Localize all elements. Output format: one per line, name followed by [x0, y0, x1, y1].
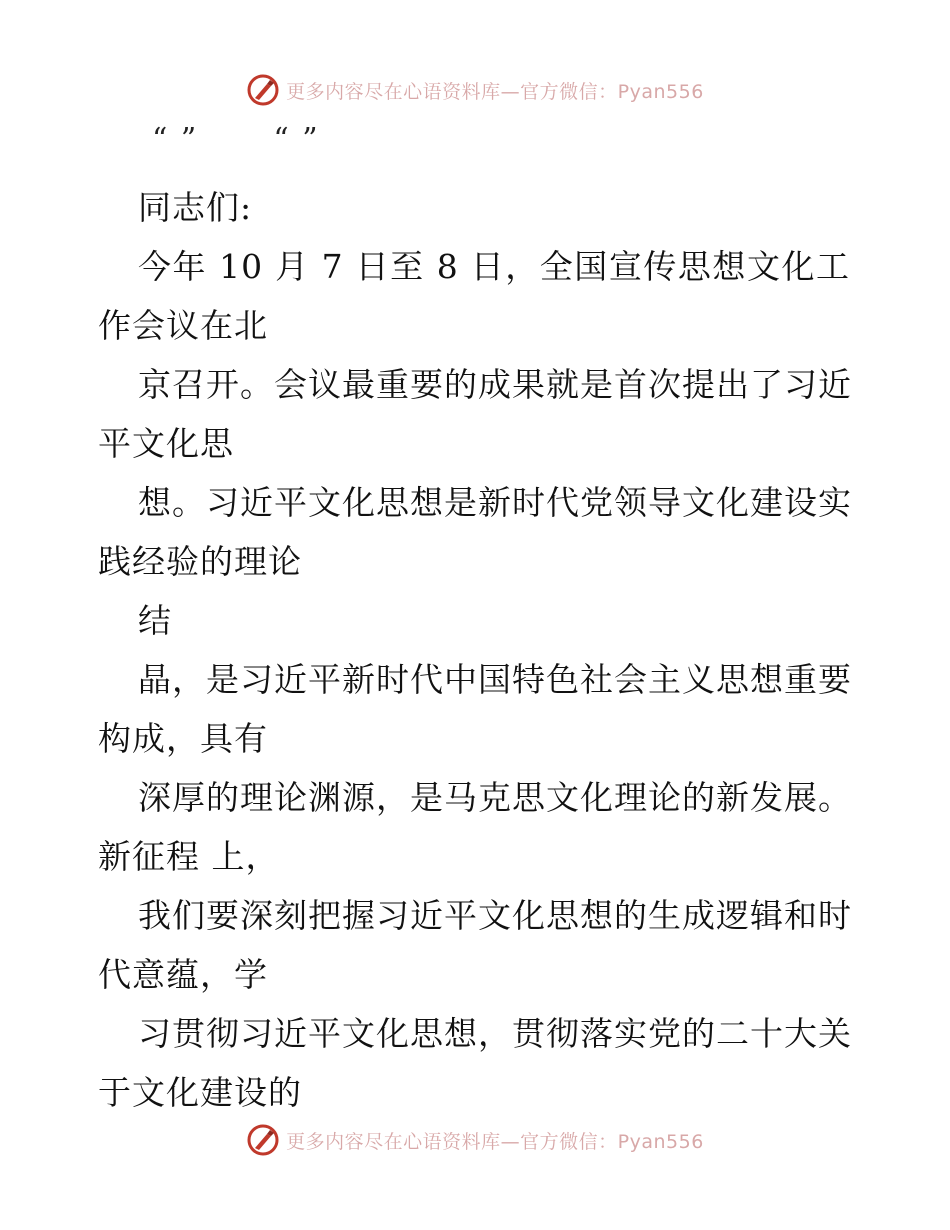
paragraph-line: 于文化建设的	[98, 1073, 302, 1112]
paragraph-line: 想。习近平文化思想是新时代党领导文化建设实	[138, 483, 852, 522]
quote-close-1: ”	[180, 122, 199, 157]
footer-watermark	[0, 1120, 950, 1160]
document-body	[98, 178, 858, 1122]
quote-close-2: ”	[302, 122, 320, 157]
paragraph-line: 京召开。会议最重要的成果就是首次提出了习近	[138, 365, 852, 404]
watermark-text: 更多内容尽在心语资料库—官方微信：Pyan556	[286, 80, 704, 103]
pen-logo-icon	[246, 73, 280, 107]
paragraph-line: 践经验的理论	[98, 542, 302, 581]
paragraph-line: 代意蕴，学	[98, 955, 268, 994]
watermark-text: 更多内容尽在心语资料库—官方微信：Pyan556	[286, 1130, 704, 1153]
paragraph-line: 作会议在北	[98, 306, 268, 345]
paragraph-line: 习贯彻习近平文化思想，贯彻落实党的二十大关	[138, 1014, 852, 1053]
quote-marks	[152, 122, 320, 157]
pen-logo-icon	[246, 1123, 280, 1157]
paragraph-line: 我们要深刻把握习近平文化思想的生成逻辑和时	[138, 896, 852, 935]
header-watermark	[0, 70, 950, 110]
paragraph-line: 新征程 上，	[98, 837, 280, 876]
paragraph-line: 构成，具有	[98, 719, 268, 758]
paragraph-line: 结	[138, 601, 172, 640]
paragraph-line: 今年 10 月 7 日至 8 日，全国宣传思想文化工	[138, 247, 850, 286]
quote-open-1: “	[152, 122, 170, 157]
paragraph-line: 晶，是习近平新时代中国特色社会主义思想重要	[138, 660, 852, 699]
paragraph-line: 平文化思	[98, 424, 234, 463]
salutation: 同志们:	[138, 188, 253, 227]
paragraph-line: 深厚的理论渊源，是马克思文化理论的新发展。	[138, 778, 852, 817]
quote-open-2: “	[273, 122, 291, 157]
